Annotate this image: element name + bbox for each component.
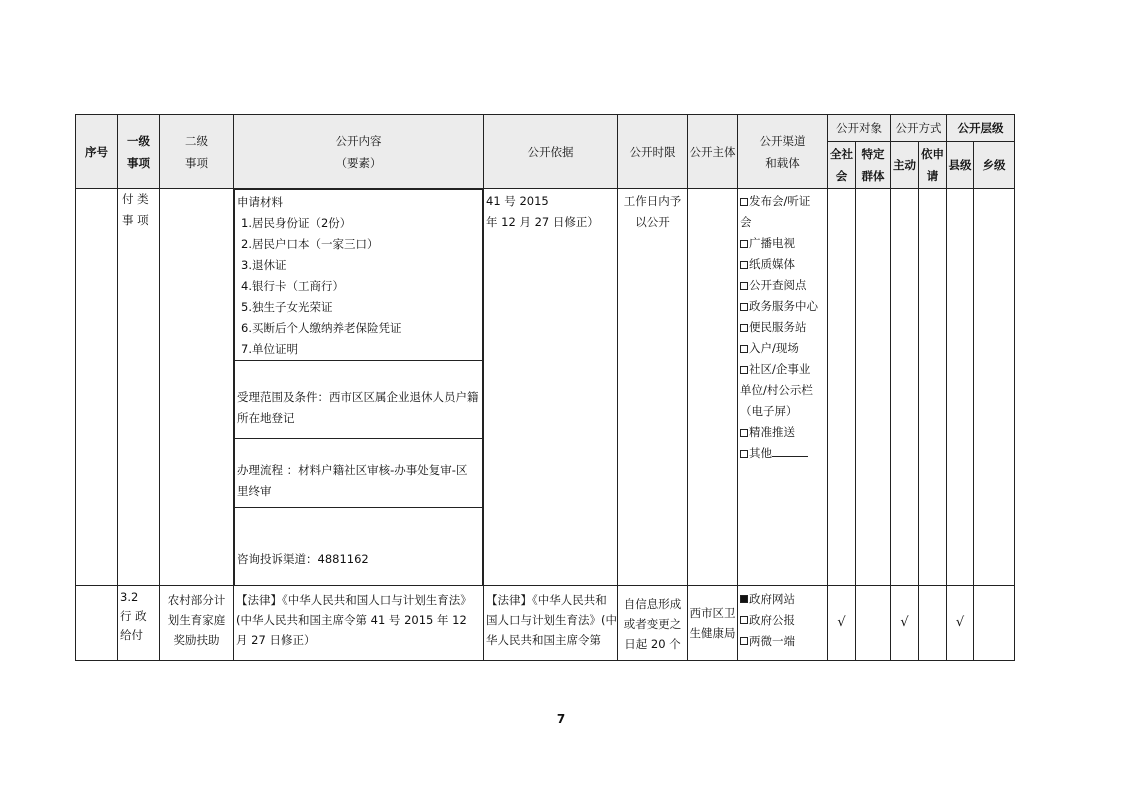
material-item: 3.退休证 [241,258,287,272]
material-item: 6.买断后个人缴纳养老保险凭证 [241,321,402,335]
row2-basis: 【法律】《中华人民共和 国人口与计划生育法》(中 华人民共和国主席令第 [484,585,618,660]
header-subject: 公开主体 [688,115,738,189]
checkbox-icon [740,282,748,290]
header-seq: 序号 [76,115,118,189]
checkbox-icon [740,637,748,645]
row2-level-town [974,585,1015,660]
materials-section [235,190,483,361]
row1-channels: 发布会/听证 会 广播电视 纸质媒体 公开查阅点 政务服务中心 便民服务站 入户/现场 社区/企事业 单位/村公示栏 （电子屏） 精准推送 其他 [738,189,828,586]
row1-level-county [947,189,974,586]
checkbox-icon [740,324,748,332]
row1-subject [688,189,738,586]
process-line: 办理流程 ：材料户籍社区审核-办事处复审-区 [237,463,468,477]
checkbox-icon [740,303,748,311]
header-level-county: 县级 [947,142,974,189]
scope-line: 所在地登记 [237,410,295,425]
process-line: 里终审 [237,484,272,498]
row2-level1: 3.2 行 政 给付 [118,585,160,660]
materials-title: 申请材料 [237,195,283,209]
table-row [76,189,1015,586]
checked-box-icon [740,595,748,603]
header-level-town: 乡级 [974,142,1015,189]
material-item: 2.居民户口本（一家三口） [241,237,379,251]
header-channel: 公开渠道 和载体 [738,115,828,189]
scope-line: 受理范围及条件：西市区区属企业退休人员户籍 [237,389,479,404]
material-item: 7.单位证明 [241,342,298,356]
scope-section [235,361,483,439]
row2-time: 自信息形成 或者变更之 日起 20 个 [618,585,688,660]
header-object-group: 公开对象 [828,115,891,142]
row1-method-active [891,189,919,586]
row1-basis: 41 号 2015 年 12 月 27 日修正） [484,189,618,586]
row1-level-town [974,189,1015,586]
checkbox-icon [740,450,748,458]
header-time: 公开时限 [618,115,688,189]
checkbox-icon [740,429,748,437]
checkbox-icon [740,616,748,624]
row2-subject: 西市区卫 生健康局 [688,585,738,660]
checkbox-icon [740,366,748,374]
material-item: 1.居民身份证（2份） [241,216,352,230]
row2-object-all-check: √ [828,585,856,660]
header-row-1 [76,115,1015,142]
table-row [76,585,1015,660]
checkbox-icon [740,261,748,269]
header-object-all: 全社 会 [828,142,856,189]
header-basis: 公开依据 [484,115,618,189]
consult-line: 咨询投诉渠道：4881162 [237,551,369,566]
header-level2: 二级 事项 [160,115,234,189]
row1-seq [76,189,118,586]
page-number: 7 [556,712,566,726]
row1-object-all [828,189,856,586]
checkbox-icon [740,240,748,248]
material-item: 4.银行卡（工商行） [241,279,344,293]
row1-level2 [160,189,234,586]
disclosure-table [75,114,1015,661]
checkbox-icon [740,345,748,353]
header-level-group: 公开层级 [947,115,1015,142]
header-object-specific: 特定 群体 [856,142,891,189]
row2-level2: 农村部分计 划生育家庭 奖励扶助 [160,585,234,660]
row1-time: 工作日内予 以公开 [618,189,688,586]
material-item: 5.独生子女光荣证 [241,300,333,314]
header-content: 公开内容 （要素） [234,115,484,189]
blank-underline [772,444,808,457]
row2-object-specific [856,585,891,660]
header-method-active: 主动 [891,142,919,189]
row1-object-specific [856,189,891,586]
header-method-apply: 依申 请 [919,142,947,189]
header-method-group: 公开方式 [891,115,947,142]
row2-method-active-check: √ [891,585,919,660]
row1-content [234,189,484,586]
header-level1: 一级 事项 [118,115,160,189]
row2-seq [76,585,118,660]
checkbox-icon [740,198,748,206]
row2-content: 【法律】《中华人民共和国人口与计划生育法》 (中华人民共和国主席令第 41 号 2015 年 12 月 27 日修正） [234,585,484,660]
row2-method-apply [919,585,947,660]
row1-method-apply [919,189,947,586]
row1-level1: 付 类 事 项 [118,189,160,586]
row2-channels: 政府网站 政府公报 两微一端 [738,585,828,660]
process-section [235,439,483,508]
consult-section [235,508,483,585]
row2-level-county-check: √ [947,585,974,660]
